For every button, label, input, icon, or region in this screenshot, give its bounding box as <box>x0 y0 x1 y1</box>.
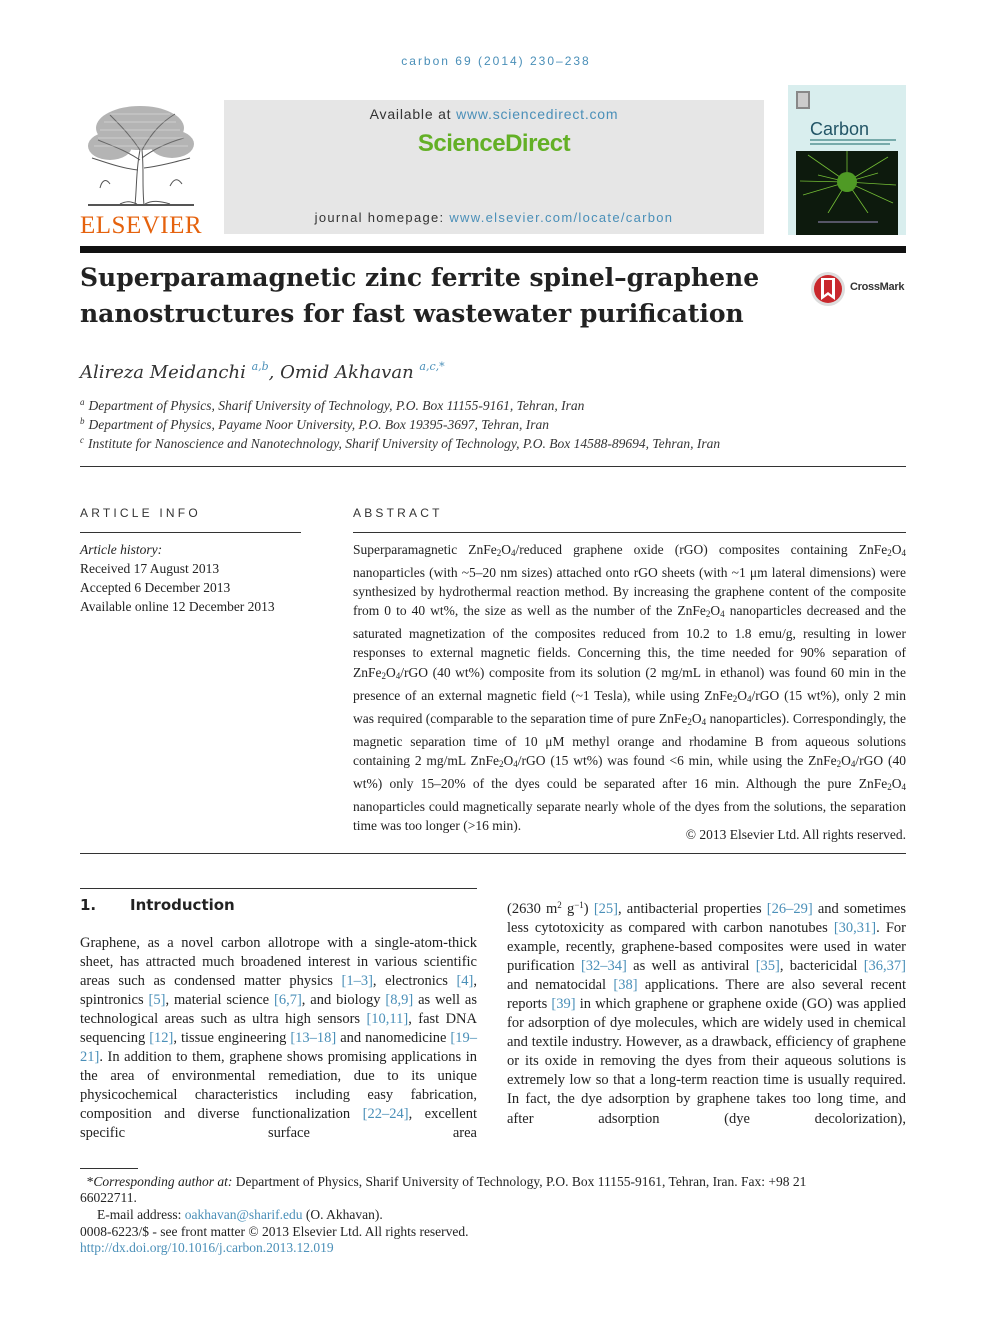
citation-link[interactable]: [36,37] <box>863 958 907 975</box>
homepage-label: journal homepage: <box>314 210 450 225</box>
received-date: Received 17 August 2013 <box>80 561 220 576</box>
affiliation-rule <box>80 466 906 467</box>
citation-link[interactable]: [4] <box>456 973 474 990</box>
author-affiliation-marks[interactable]: a,c,* <box>419 360 445 373</box>
accepted-date: Accepted 6 December 2013 <box>80 580 231 595</box>
cover-journal-name: Carbon <box>810 119 870 139</box>
email-link[interactable]: oakhavan@sharif.edu <box>184 1207 303 1222</box>
affiliation <box>80 435 720 452</box>
fax-continuation: 66022711. <box>80 1190 137 1205</box>
affiliation-text: Department of Physics, Sharif University of Technology, P.O. Box 11155-9161, Tehran, Iran <box>88 398 585 413</box>
section-number: 1. <box>80 896 97 914</box>
running-head: carbon 69 (2014) 230–238 <box>401 54 591 68</box>
citation-link[interactable]: [6,7] <box>273 992 302 1009</box>
citation-link[interactable]: [1–3] <box>341 973 373 990</box>
corresponding-label: Corresponding author at: <box>93 1174 233 1189</box>
article-info-heading: ARTICLE INFO <box>80 506 201 520</box>
author-name[interactable]: Omid Akhavan <box>280 362 414 383</box>
affiliation-text: Institute for Nanoscience and Nanotechnology, Sharif University of Technology, P.O. Box 14588-89694, Tehran, Iran <box>88 436 721 451</box>
article-info-rule <box>80 532 301 533</box>
citation-link[interactable]: [32–34] <box>580 958 627 975</box>
citation-link[interactable]: [35] <box>755 958 780 975</box>
citation-link[interactable]: [38] <box>613 977 638 994</box>
crossmark-icon <box>810 270 846 308</box>
sciencedirect-link[interactable]: www.sciencedirect.com <box>456 106 619 122</box>
corresponding-text: Department of Physics, Sharif University of Technology, P.O. Box 11155-9161, Tehran, Iran. Fax: +98 21 <box>235 1174 807 1189</box>
citation-link[interactable]: [39] <box>551 996 576 1013</box>
author-affiliation-marks[interactable]: a,b <box>251 360 269 373</box>
affiliation-text: Department of Physics, Payame Noor University, P.O. Box 19395-3697, Tehran, Iran <box>88 417 549 432</box>
footnote-rule <box>80 1168 138 1169</box>
journal-cover <box>788 85 906 235</box>
journal-homepage <box>224 210 764 225</box>
online-date: Available online 12 December 2013 <box>80 599 275 614</box>
journal-masthead <box>224 100 764 234</box>
sciencedirect-brand: ScienceDirect <box>417 130 571 157</box>
crossmark-badge[interactable] <box>810 270 910 308</box>
affiliation-label: a <box>80 397 85 407</box>
citation-link[interactable]: [12] <box>149 1030 174 1047</box>
article-history-label: Article history: <box>80 542 163 557</box>
abstract-rule <box>353 532 906 533</box>
section-title: Introduction <box>130 896 235 914</box>
citation-link[interactable]: [5] <box>148 992 166 1009</box>
issn-note: 0008-6223/$ - see front matter © 2013 Elsevier Ltd. All rights reserved. <box>80 1224 469 1239</box>
abstract-end-rule <box>80 853 906 854</box>
author-separator: , <box>268 362 281 383</box>
journal-cover-image <box>788 85 906 235</box>
citation-link[interactable]: [22–24] <box>362 1106 409 1123</box>
elsevier-logo <box>80 100 203 239</box>
citation-link[interactable]: [25] <box>593 901 618 917</box>
abstract-heading: ABSTRACT <box>353 506 443 520</box>
author-list <box>80 360 445 383</box>
citation-link[interactable]: [30,31] <box>833 920 877 937</box>
elsevier-wordmark: ELSEVIER <box>80 212 203 239</box>
available-label: Available at <box>369 106 457 122</box>
section-rule <box>80 888 477 889</box>
affiliation-label: b <box>80 416 85 426</box>
abstract-copyright: © 2013 Elsevier Ltd. All rights reserved. <box>685 827 906 842</box>
intro-right-column: (2630 $m^2$ $g^{-1}$) [25], antibacterial properties [26–29] and sometimes less cytotoxicity as compared with carbon nanotubes [30,31]. For example, recently, graphene-based composites were used in water purification [32–34] as well as antiviral [35], bactericidal [36,37] and nematocidal [38] applications. There are also several recent reports [39] in which graphene or graphene oxide (GO) was applied for adsorption of dye molecules, which are widely used in chemical and textile industry. However, as a drawback, efficiency of graphene or its oxide in removing the dyes from their aqueous solutions is extremely low so that a long-term reaction time is usually required. In fact, the dye adsorption by graphene takes too long time, and after adsorption (dye decolorization), <box>507 900 907 1127</box>
citation-link[interactable]: [8,9] <box>385 992 414 1009</box>
citation-link[interactable]: [13–18] <box>290 1030 337 1047</box>
footnote-asterisk: * <box>80 1174 94 1189</box>
email-owner: (O. Akhavan). <box>302 1207 383 1222</box>
available-at <box>224 106 764 122</box>
journal-homepage-link[interactable]: www.elsevier.com/locate/carbon <box>449 210 674 225</box>
citation-link[interactable]: [26–29] <box>766 901 813 917</box>
elsevier-tree-icon <box>80 100 202 210</box>
author-name[interactable]: Alireza Meidanchi <box>80 362 246 383</box>
doi-note <box>80 1240 334 1257</box>
abstract-text: Superparamagnetic $ZnFe_2O_4$/reduced graphene oxide (rGO) composites containing $ZnFe_2O_4$ nanoparticles (with ~5–20 nm sizes) attached onto rGO sheets (with ~1 μm lateral dimensions) were synthesized by hydrothermal reaction method. By increasing the graphene content of the composite from 0 to 40 wt%, the size as well as the number of the $ZnFe_2O_4$ nanoparticles decreased and the saturated magnetization of the composites reduced from 10.2 to 1.8 emu/g, resulting in lower responses to external magnetic fields. Concerning this, the time needed for 90% separation of $ZnFe_2O_4$/rGO (40 wt%) composite from its solution (2 mg/mL in ethanol) was found 60 min in the presence of an external magnetic field (~1 Tesla), while using $ZnFe_2O_4$/rGO (15 wt%), only 2 min was required (comparable to the separation time of pure $ZnFe_2O_4$ nanoparticles). Correspondingly, the magnetic separation time of 10 μM methyl orange and rhodamine B from aqueous solutions containing 2 mg/mL $ZnFe_2O_4$/rGO (15 wt%) was found <6 min, while using the $ZnFe_2O_4$/rGO (40 wt%) only 15–20% of the dyes could be separated after 16 min. Although the pure $ZnFe_2O_4$ nanoparticles could magnetically separate nearly whole of the dyes from the solutions, the separation time was too longer (>16 min). <box>353 542 907 834</box>
affiliation <box>80 416 549 433</box>
email-note <box>97 1207 383 1224</box>
intro-left-column: Graphene, as a novel carbon allotrope with a single-atom-thick sheet, has attracted much broadened interest in various scientific areas such as condensed matter physics [1–3], electronics [4], spintronics [5], material science [6,7], and biology [8,9] as well as technological areas such as ultra high sensors [10,11], fast DNA sequencing [12], tissue engineering [13–18] and nanomedicine [19–21]. In addition to them, graphene shows promising applications in the area of environmental remediation, due to its unique physicochemical characteristics including easy fabrication, composition and diverse functionalization [22–24], excellent specific surface area <box>80 935 478 1142</box>
crossmark-label: CrossMark <box>850 281 905 293</box>
affiliation <box>80 397 584 414</box>
doi-link[interactable]: http://dx.doi.org/10.1016/j.carbon.2013.12.019 <box>80 1240 334 1255</box>
affiliation-label: c <box>80 435 84 445</box>
citation-link[interactable]: [19–21] <box>80 1030 477 1066</box>
email-label: E-mail address: <box>97 1207 185 1222</box>
corresponding-author-note <box>80 1174 906 1191</box>
article-title: Superparamagnetic zinc ferrite spinel–graphene nanostructures for fast wastewater purification <box>80 263 760 328</box>
section-heading <box>80 896 235 914</box>
header-rule <box>80 246 906 253</box>
citation-link[interactable]: [10,11] <box>366 1011 409 1028</box>
